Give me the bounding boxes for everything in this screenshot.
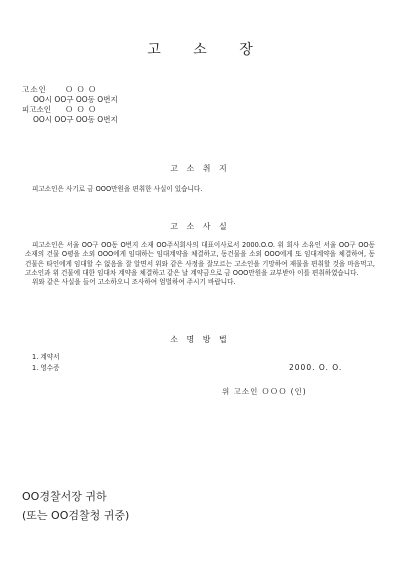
addressee	[22, 487, 129, 525]
purpose-text: 피고소인은 사기로 금 OOO만원을 편취한 사실이 있습니다.	[32, 185, 203, 193]
purpose-heading: 고 소 취 지	[170, 164, 230, 173]
defendant-label: 피고소인	[22, 105, 51, 114]
evidence-item: 1. 계약서	[32, 353, 60, 361]
evidence-list	[32, 352, 60, 374]
facts-paragraph-1: 피고소인은 서울 OO구 OO동 O번지 소재 OO주식회사의 대표이사로서 2000.O.O. 위 회사 소유인 서울 OO구 OO동 소재의 건물 O평을 소외 OOO에게 임대하는 임대계약을 체결하고, 동건물을 소외 OOO에게 또 임대계약을 체결하여, 동 건물은 타인에게 임대할 수 없음을 잘 알면서 위와 같은 사정을 잘모르는 고소인을 기망하여 재물을 편취할 것을 마음먹고, 고소인과 위 건물에 대한 임대차 계약을 체결하고 같은 날 계약금으로 금 OOO만원을 교부받아 이를 편취하였습니다.	[25, 241, 375, 277]
facts-paragraph-2: 위와 같은 사실을 들어 고소하오니 조사하여 엄벌하여 주시기 바랍니다.	[32, 278, 236, 287]
evidence-heading: 소 명 방 법	[170, 335, 230, 344]
facts-body	[25, 241, 375, 287]
document-title: 고 소 장	[147, 42, 267, 58]
document-date: 2000. O. O.	[289, 363, 343, 372]
signature-line: 위 고소인 ＯＯＯ (인)	[222, 387, 307, 396]
facts-heading: 고 소 사 실	[170, 222, 230, 231]
complainant-label: 고소인	[22, 85, 47, 94]
complainant-block	[22, 85, 118, 104]
evidence-item: 1. 영수증	[32, 364, 60, 372]
defendant-address: OO시 OO구 OO동 O번지	[33, 114, 118, 124]
addressee-line-1: OO경찰서장 귀하	[22, 490, 107, 503]
complainant-name: ＯＯＯ	[65, 85, 100, 94]
complainant-address: OO시 OO구 OO동 O번지	[33, 94, 118, 104]
defendant-block	[22, 105, 118, 124]
addressee-line-2: (또는 OO검찰청 귀중)	[22, 509, 130, 522]
defendant-name: ＯＯＯ	[65, 105, 100, 114]
